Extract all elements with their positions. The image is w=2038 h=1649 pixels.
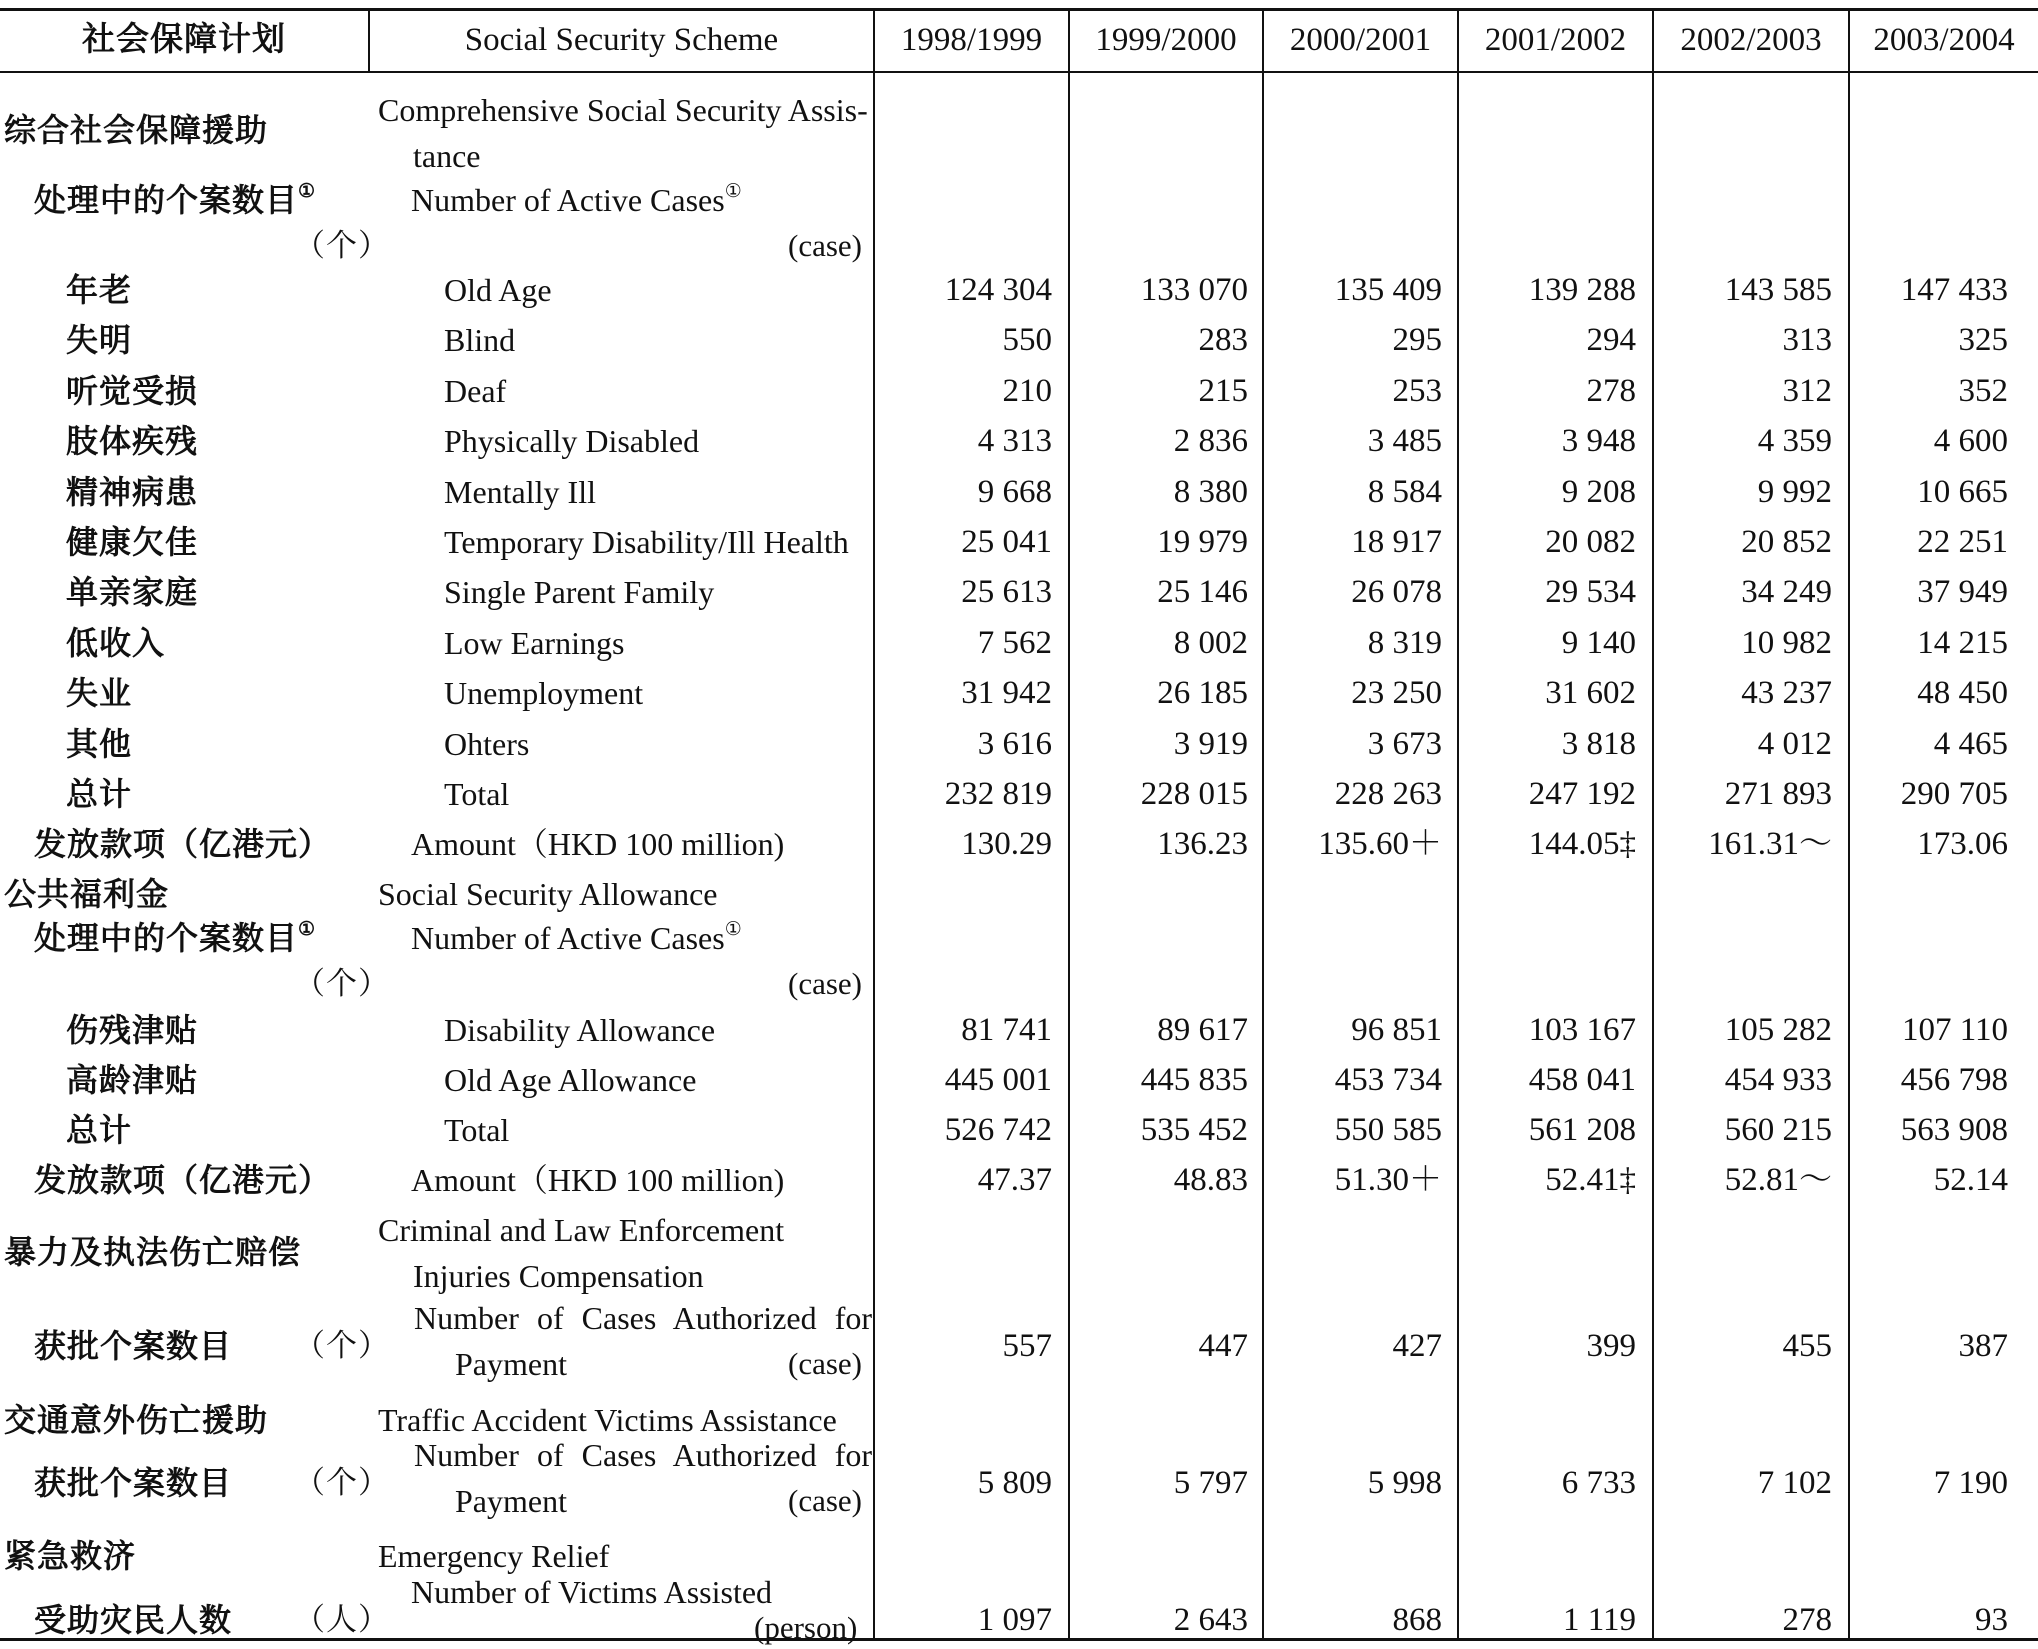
- value-cell: 143 585: [1724, 272, 1832, 308]
- value-cell: 325: [1958, 322, 2008, 359]
- value-cell: 458 041: [1528, 1062, 1636, 1098]
- row-label-en: Disability Allowance: [444, 1012, 716, 1048]
- header-scheme-zh: 社会保障计划: [82, 22, 286, 58]
- amount-label-zh: 发放款项（亿港元）: [34, 826, 332, 863]
- value-cell: 139 288: [1528, 272, 1636, 308]
- row-label-en: Total: [444, 1112, 510, 1148]
- value-cell: 43 237: [1741, 675, 1832, 712]
- value-cell: 9 668: [977, 473, 1052, 510]
- section-title-en: Comprehensive Social Security Assis-: [378, 92, 868, 128]
- section-title-zh: 综合社会保障援助: [4, 112, 269, 148]
- row-label-en: Old Age: [444, 272, 552, 308]
- value-cell: 81 741: [961, 1012, 1052, 1048]
- row-label-zh: 总计: [66, 1112, 133, 1148]
- value-cell: 3 948: [1561, 423, 1636, 460]
- row-label-en: Physically Disabled: [444, 423, 700, 460]
- cases-authorized-label-en: Number of Cases Authorized for: [414, 1437, 872, 1473]
- value-cell: 25 613: [961, 574, 1052, 611]
- value-cell: 283: [1198, 322, 1248, 359]
- row-label-en: Deaf: [444, 372, 507, 409]
- cases-authorized-label-zh: 获批个案数目: [34, 1465, 233, 1501]
- value-cell: 105 282: [1724, 1012, 1832, 1048]
- section-title-en: Emergency Relief: [378, 1538, 610, 1574]
- value-cell: 51.30＋: [1334, 1162, 1442, 1198]
- unit-label-en: (case): [788, 1346, 862, 1381]
- value-cell: 9 140: [1561, 624, 1636, 661]
- value-cell: 26 078: [1351, 574, 1442, 611]
- value-cell: 278: [1586, 372, 1636, 409]
- value-cell: 550 585: [1334, 1112, 1442, 1148]
- value-cell: 96 851: [1351, 1012, 1442, 1048]
- section-title-en: Traffic Accident Victims Assistance: [378, 1402, 837, 1438]
- section-title-zh: 暴力及执法伤亡赔偿: [4, 1234, 302, 1270]
- value-cell: 37 949: [1917, 574, 2008, 611]
- header-year: 2003/2004: [1873, 22, 2015, 58]
- value-cell: 25 041: [961, 524, 1052, 560]
- row-label-en: Temporary Disability/Ill Health: [444, 524, 849, 560]
- row-label-en: Unemployment: [444, 675, 644, 712]
- victims-assisted-label-zh: 受助灾民人数: [34, 1602, 233, 1638]
- value-cell: 9 992: [1757, 473, 1832, 510]
- section-title-en: Social Security Allowance: [378, 876, 718, 912]
- row-label-zh: 低收入: [66, 624, 166, 661]
- value-cell: 144.05‡: [1528, 826, 1636, 863]
- value-cell: 20 852: [1741, 524, 1832, 560]
- value-cell: 550: [1002, 322, 1052, 359]
- value-cell: 8 380: [1173, 473, 1248, 510]
- row-label-en: Blind: [444, 322, 516, 359]
- active-cases-label-zh: 处理中的个案数目①: [34, 181, 317, 218]
- unit-label-en: (person): [754, 1610, 858, 1645]
- value-cell: 445 001: [944, 1062, 1052, 1098]
- value-cell: 427: [1392, 1328, 1442, 1364]
- value-cell: 4 313: [977, 423, 1052, 460]
- value-cell: 2 836: [1173, 423, 1248, 460]
- value-cell: 20 082: [1545, 524, 1636, 560]
- value-cell: 29 534: [1545, 574, 1636, 611]
- section-title-en-cont: tance: [413, 138, 481, 174]
- value-cell: 8 319: [1367, 624, 1442, 661]
- amount-label-en: Amount（HKD 100 million): [411, 826, 785, 863]
- row-label-zh: 伤残津贴: [66, 1012, 199, 1048]
- value-cell: 561 208: [1528, 1112, 1636, 1148]
- row-label-en: Ohters: [444, 725, 530, 762]
- header-year: 1999/2000: [1095, 22, 1237, 58]
- value-cell: 453 734: [1334, 1062, 1442, 1098]
- section-title-zh: 公共福利金: [4, 876, 170, 912]
- value-cell: 135 409: [1334, 272, 1442, 308]
- active-cases-label-zh: 处理中的个案数目①: [34, 919, 317, 956]
- value-cell: 10 982: [1741, 624, 1832, 661]
- value-cell: 4 600: [1933, 423, 2008, 460]
- value-cell: 133 070: [1140, 272, 1248, 308]
- value-cell: 34 249: [1741, 574, 1832, 611]
- section-title-zh: 交通意外伤亡援助: [4, 1402, 269, 1438]
- value-cell: 89 617: [1157, 1012, 1248, 1048]
- value-cell: 313: [1782, 322, 1832, 359]
- value-cell: 136.23: [1157, 826, 1248, 863]
- value-cell: 312: [1782, 372, 1832, 409]
- value-cell: 93: [1975, 1602, 2008, 1638]
- value-cell: 9 208: [1561, 473, 1636, 510]
- unit-label-en: (case): [788, 1483, 862, 1518]
- value-cell: 278: [1782, 1602, 1832, 1638]
- header-scheme-en: Social Security Scheme: [464, 22, 779, 58]
- value-cell: 210: [1002, 372, 1052, 409]
- value-cell: 399: [1586, 1328, 1636, 1364]
- value-cell: 228 015: [1140, 776, 1248, 812]
- row-label-zh: 其他: [66, 725, 133, 762]
- value-cell: 47.37: [977, 1162, 1052, 1198]
- value-cell: 3 485: [1367, 423, 1442, 460]
- value-cell: 352: [1958, 372, 2008, 409]
- value-cell: 1 119: [1562, 1602, 1636, 1638]
- section-title-en-cont: Injuries Compensation: [413, 1258, 704, 1294]
- value-cell: 290 705: [1900, 776, 2008, 812]
- value-cell: 4 359: [1757, 423, 1832, 460]
- value-cell: 3 919: [1173, 725, 1248, 762]
- value-cell: 52.81～: [1724, 1162, 1832, 1198]
- value-cell: 557: [1002, 1328, 1052, 1364]
- value-cell: 1 097: [977, 1602, 1052, 1638]
- value-cell: 26 185: [1157, 675, 1248, 712]
- value-cell: 130.29: [961, 826, 1052, 863]
- value-cell: 271 893: [1724, 776, 1832, 812]
- value-cell: 19 979: [1157, 524, 1248, 560]
- value-cell: 253: [1392, 372, 1442, 409]
- value-cell: 3 616: [977, 725, 1052, 762]
- value-cell: 161.31～: [1708, 826, 1832, 863]
- section-title-en: Criminal and Law Enforcement: [378, 1212, 785, 1248]
- row-label-zh: 失业: [66, 675, 133, 712]
- active-cases-label-en: Number of Active Cases①: [411, 181, 742, 218]
- row-label-zh: 失明: [66, 322, 133, 359]
- value-cell: 526 742: [944, 1112, 1052, 1148]
- unit-label-zh: （个）: [294, 1328, 390, 1363]
- unit-label-en: (case): [788, 966, 862, 1001]
- row-label-zh: 听觉受损: [66, 372, 199, 409]
- value-cell: 8 584: [1367, 473, 1442, 510]
- value-cell: 387: [1958, 1328, 2008, 1364]
- value-cell: 7 562: [977, 624, 1052, 661]
- value-cell: 295: [1392, 322, 1442, 359]
- value-cell: 3 818: [1561, 725, 1636, 762]
- value-cell: 294: [1586, 322, 1636, 359]
- active-cases-label-en: Number of Active Cases①: [411, 919, 742, 956]
- row-label-zh: 总计: [66, 776, 133, 812]
- value-cell: 560 215: [1724, 1112, 1832, 1148]
- value-cell: 456 798: [1900, 1062, 2008, 1098]
- value-cell: 3 673: [1367, 725, 1442, 762]
- value-cell: 535 452: [1140, 1112, 1248, 1148]
- value-cell: 563 908: [1900, 1112, 2008, 1148]
- section-title-zh: 紧急救济: [4, 1538, 137, 1574]
- value-cell: 48 450: [1917, 675, 2008, 712]
- value-cell: 31 602: [1545, 675, 1636, 712]
- cases-authorized-label-en-cont: Payment: [455, 1483, 567, 1519]
- value-cell: 18 917: [1351, 524, 1442, 560]
- value-cell: 14 215: [1917, 624, 2008, 661]
- value-cell: 8 002: [1173, 624, 1248, 661]
- value-cell: 6 733: [1561, 1465, 1636, 1501]
- row-label-zh: 精神病患: [66, 473, 199, 510]
- cases-authorized-label-en-cont: Payment: [455, 1346, 567, 1382]
- value-cell: 2 643: [1173, 1602, 1248, 1638]
- victims-assisted-label-en: Number of Victims Assisted: [411, 1574, 773, 1610]
- row-label-zh: 单亲家庭: [66, 574, 199, 611]
- value-cell: 147 433: [1900, 272, 2008, 308]
- value-cell: 7 102: [1757, 1465, 1832, 1501]
- unit-label-zh: （人）: [294, 1602, 390, 1637]
- header-year: 2000/2001: [1289, 22, 1432, 58]
- value-cell: 23 250: [1351, 675, 1442, 712]
- value-cell: 5 797: [1173, 1465, 1248, 1501]
- value-cell: 4 012: [1757, 725, 1832, 762]
- header-year: 2001/2002: [1484, 22, 1627, 58]
- value-cell: 52.41‡: [1545, 1162, 1636, 1198]
- row-label-en: Total: [444, 776, 510, 812]
- amount-label-zh: 发放款项（亿港元）: [34, 1162, 332, 1198]
- unit-label-zh: （个）: [294, 1465, 390, 1500]
- unit-label-zh: （个）: [294, 966, 390, 1001]
- value-cell: 107 110: [1901, 1012, 2008, 1048]
- cases-authorized-label-zh: 获批个案数目: [34, 1328, 233, 1364]
- value-cell: 868: [1392, 1602, 1442, 1638]
- value-cell: 135.60＋: [1318, 826, 1442, 863]
- value-cell: 48.83: [1173, 1162, 1248, 1198]
- value-cell: 228 263: [1334, 776, 1442, 812]
- row-label-zh: 健康欠佳: [66, 524, 199, 560]
- value-cell: 215: [1198, 372, 1248, 409]
- value-cell: 103 167: [1528, 1012, 1636, 1048]
- value-cell: 247 192: [1528, 776, 1636, 812]
- row-label-en: Single Parent Family: [444, 574, 715, 611]
- value-cell: 52.14: [1933, 1162, 2008, 1198]
- row-label-zh: 高龄津贴: [66, 1062, 199, 1098]
- social-security-table: [0, 8, 2038, 1649]
- amount-label-en: Amount（HKD 100 million): [411, 1162, 785, 1198]
- value-cell: 4 465: [1933, 725, 2008, 762]
- row-label-en: Low Earnings: [444, 624, 625, 661]
- header-rule: [0, 71, 2038, 73]
- row-label-zh: 肢体疾残: [66, 423, 199, 460]
- top-rule: [0, 8, 2038, 11]
- unit-label-en: (case): [788, 228, 862, 263]
- value-cell: 5 809: [977, 1465, 1052, 1501]
- value-cell: 31 942: [961, 675, 1052, 712]
- row-label-en: Old Age Allowance: [444, 1062, 697, 1098]
- value-cell: 22 251: [1917, 524, 2008, 560]
- unit-label-zh: （个）: [294, 228, 390, 263]
- header-year: 2002/2003: [1680, 22, 1822, 58]
- row-label-en: Mentally Ill: [444, 473, 596, 510]
- cases-authorized-label-en: Number of Cases Authorized for: [414, 1300, 872, 1336]
- value-cell: 445 835: [1140, 1062, 1248, 1098]
- value-cell: 10 665: [1917, 473, 2008, 510]
- value-cell: 455: [1782, 1328, 1832, 1364]
- value-cell: 232 819: [944, 776, 1052, 812]
- value-cell: 447: [1198, 1328, 1248, 1364]
- header-year: 1998/1999: [900, 22, 1043, 58]
- value-cell: 124 304: [944, 272, 1052, 308]
- value-cell: 25 146: [1157, 574, 1248, 611]
- value-cell: 173.06: [1917, 826, 2008, 863]
- row-label-zh: 年老: [66, 272, 133, 308]
- value-cell: 5 998: [1367, 1465, 1442, 1501]
- value-cell: 7 190: [1933, 1465, 2008, 1501]
- value-cell: 454 933: [1724, 1062, 1832, 1098]
